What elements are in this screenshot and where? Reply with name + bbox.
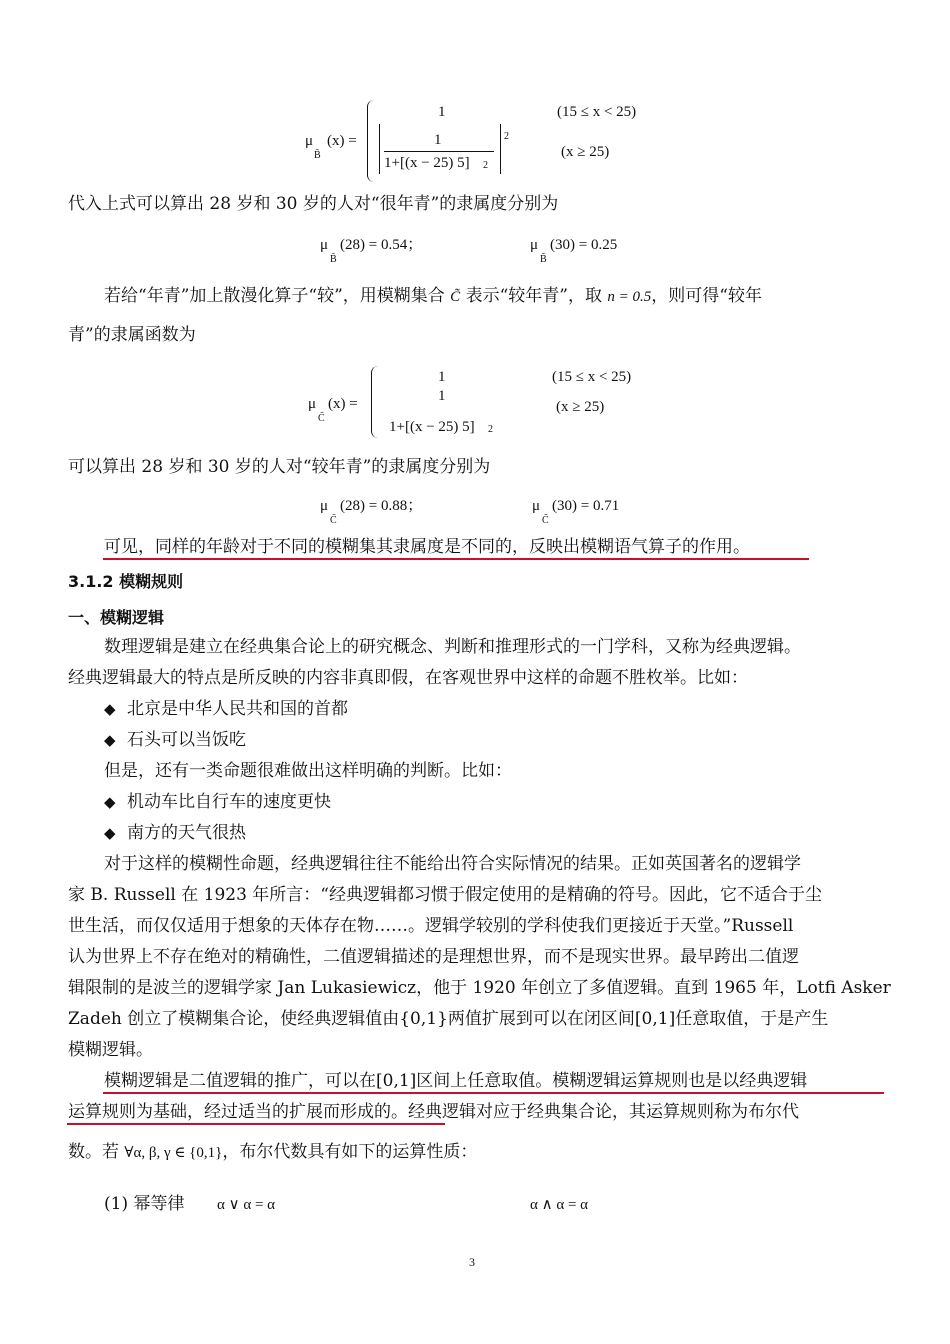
paragraph-2: 但是，还有一类命题很难做出这样明确的判断。比如： (104, 761, 512, 781)
text-segment: 数。若 (68, 1142, 119, 1162)
outer-exponent: 2 (504, 131, 509, 142)
left-brace (371, 366, 378, 438)
law-formula-and: α ∧ α = α (530, 1197, 589, 1213)
value-30: (30) = 0.71 (552, 498, 620, 514)
case2-condition: (x ≥ 25) (556, 399, 605, 415)
text-segment: ，布尔代数具有如下的运算性质： (222, 1142, 478, 1162)
paragraph-3-line: 对于这样的模糊性命题，经典逻辑往往不能给出符合实际情况的结果。正如英国著名的逻辑学 (104, 854, 801, 874)
paragraph-3-line: Zadeh 创立了模糊集合论，使经典逻辑值由{0,1}两值扩展到可以在闭区间[0,1]任意取值，于是产生 (68, 1009, 829, 1029)
section-heading: 3.1.2 模糊规则 (68, 572, 184, 591)
paragraph-c-intro: 可以算出 28 岁和 30 岁的人对“较年青”的隶属度分别为 (68, 457, 491, 477)
subscript: C̃ (330, 515, 337, 526)
denominator-exponent: 2 (488, 424, 493, 435)
case2-condition: (x ≥ 25) (561, 144, 610, 160)
text-segment: 若给“年青”加上散漫化算子“较”，用模糊集合 (104, 286, 445, 306)
paragraph-c-line1 (104, 286, 762, 306)
paragraph-3-line: 世生活，而仅仅适用于想象的天体存在物……。逻辑学较别的学科使我们更接近于天堂。”Russell (68, 916, 794, 936)
math-inline: ∀α, β, γ ∈ {0,1} (124, 1145, 223, 1161)
mu-symbol: μ (532, 498, 541, 514)
left-brace (367, 100, 374, 182)
highlighted-text: 运算规则为基础，经过适当的扩展而形成的。 (68, 1102, 408, 1122)
text-segment: ，则可得“较年 (651, 286, 762, 306)
fraction-denominator: 1+[(x − 25) 5] (389, 419, 475, 435)
subscript: C̃ (542, 515, 549, 526)
list-item (104, 823, 246, 843)
diamond-bullet-icon: ◆ (104, 700, 116, 718)
paragraph-3-line: 模糊逻辑。 (68, 1040, 153, 1060)
law-formula-or: α ∨ α = α (217, 1197, 276, 1213)
subscript: B̃ (540, 254, 547, 265)
paragraph-3-line: 家 B. Russell 在 1923 年所言：“经典逻辑都习惯于假定使用的是精确的符号。因此，它不适合于尘 (68, 885, 822, 905)
n-value: n = 0.5 (607, 289, 652, 305)
case1-condition: (15 ≤ x < 25) (552, 369, 632, 385)
fraction-numerator: 1 (438, 388, 446, 404)
red-underline (103, 1092, 884, 1094)
set-symbol: C̃ (450, 289, 461, 305)
text-segment: 表示“较年青”，取 (465, 286, 602, 306)
text-segment: 经典逻辑对应于经典集合论，其运算规则称为布尔代 (408, 1102, 799, 1122)
subscript: C̃ (318, 413, 325, 424)
paragraph-c-line2: 青”的隶属函数为 (68, 325, 196, 345)
list-item-text: 北京是中华人民共和国的首都 (126, 699, 348, 719)
list-item-text: 南方的天气很热 (126, 823, 246, 843)
diamond-bullet-icon: ◆ (104, 824, 116, 842)
paragraph-conclusion: 可见，同样的年龄对于不同的模糊集其隶属度是不同的，反映出模糊语气算子的作用。 (104, 537, 750, 557)
mu-symbol: μ (320, 237, 329, 253)
list-item-text: 机动车比自行车的速度更快 (126, 792, 331, 812)
denominator-exponent: 2 (483, 160, 488, 171)
list-item-text: 石头可以当饭吃 (126, 730, 246, 750)
fraction-numerator: 1 (434, 132, 442, 148)
paragraph-3-line: 辑限制的是波兰的逻辑学家 Jan Lukasiewicz，他于 1920 年创立了多值逻辑。直到 1965 年，Lotfi Asker (68, 978, 891, 998)
fraction-line (384, 151, 494, 152)
paragraph-4-line2 (68, 1102, 799, 1122)
mu-symbol: μ (530, 237, 539, 253)
paragraph-4-line3 (68, 1142, 477, 1162)
paragraph-4-line1: 模糊逻辑是二值逻辑的推广，可以在[0,1]区间上任意取值。模糊逻辑运算规则也是以经典逻辑 (104, 1071, 808, 1091)
case1-value: 1 (438, 369, 446, 385)
subscript: B̃ (314, 150, 321, 161)
value-28: (28) = 0.88； (340, 498, 423, 514)
list-item (104, 730, 246, 750)
value-30: (30) = 0.25 (550, 237, 618, 253)
paragraph-1-line1: 数理逻辑是建立在经典集合论上的研究概念、判断和推理形式的一门学科，又称为经典逻辑。 (104, 637, 801, 657)
mu-symbol: μ (305, 133, 314, 149)
case1-condition: (15 ≤ x < 25) (557, 104, 637, 120)
mu-symbol: μ (320, 498, 329, 514)
fraction-denominator: 1+[(x − 25) 5] (384, 155, 470, 171)
paragraph-1-line2: 经典逻辑最大的特点是所反映的内容非真即假，在客观世界中这样的命题不胜枚举。比如： (68, 668, 748, 688)
paragraph-b-intro: 代入上式可以算出 28 岁和 30 岁的人对“很年青”的隶属度分别为 (68, 194, 559, 214)
mu-symbol: μ (308, 396, 317, 412)
diamond-bullet-icon: ◆ (104, 731, 116, 749)
list-item (104, 792, 331, 812)
page-number: 3 (469, 1255, 475, 1269)
formula-lhs: (x) = (328, 396, 358, 412)
value-28: (28) = 0.54； (340, 237, 423, 253)
red-underline (67, 1123, 445, 1125)
case1-value: 1 (438, 104, 446, 120)
sub-heading: 一、模糊逻辑 (68, 608, 165, 627)
red-underline (103, 558, 809, 560)
diamond-bullet-icon: ◆ (104, 793, 116, 811)
formula-lhs: (x) = (327, 133, 357, 149)
law-label: (1) 幂等律 (104, 1194, 185, 1214)
list-item (104, 699, 348, 719)
subscript: B̃ (330, 254, 337, 265)
paragraph-3-line: 认为世界上不存在绝对的精确性，二值逻辑描述的是理想世界，而不是现实世界。最早跨出二值逻 (68, 947, 799, 967)
